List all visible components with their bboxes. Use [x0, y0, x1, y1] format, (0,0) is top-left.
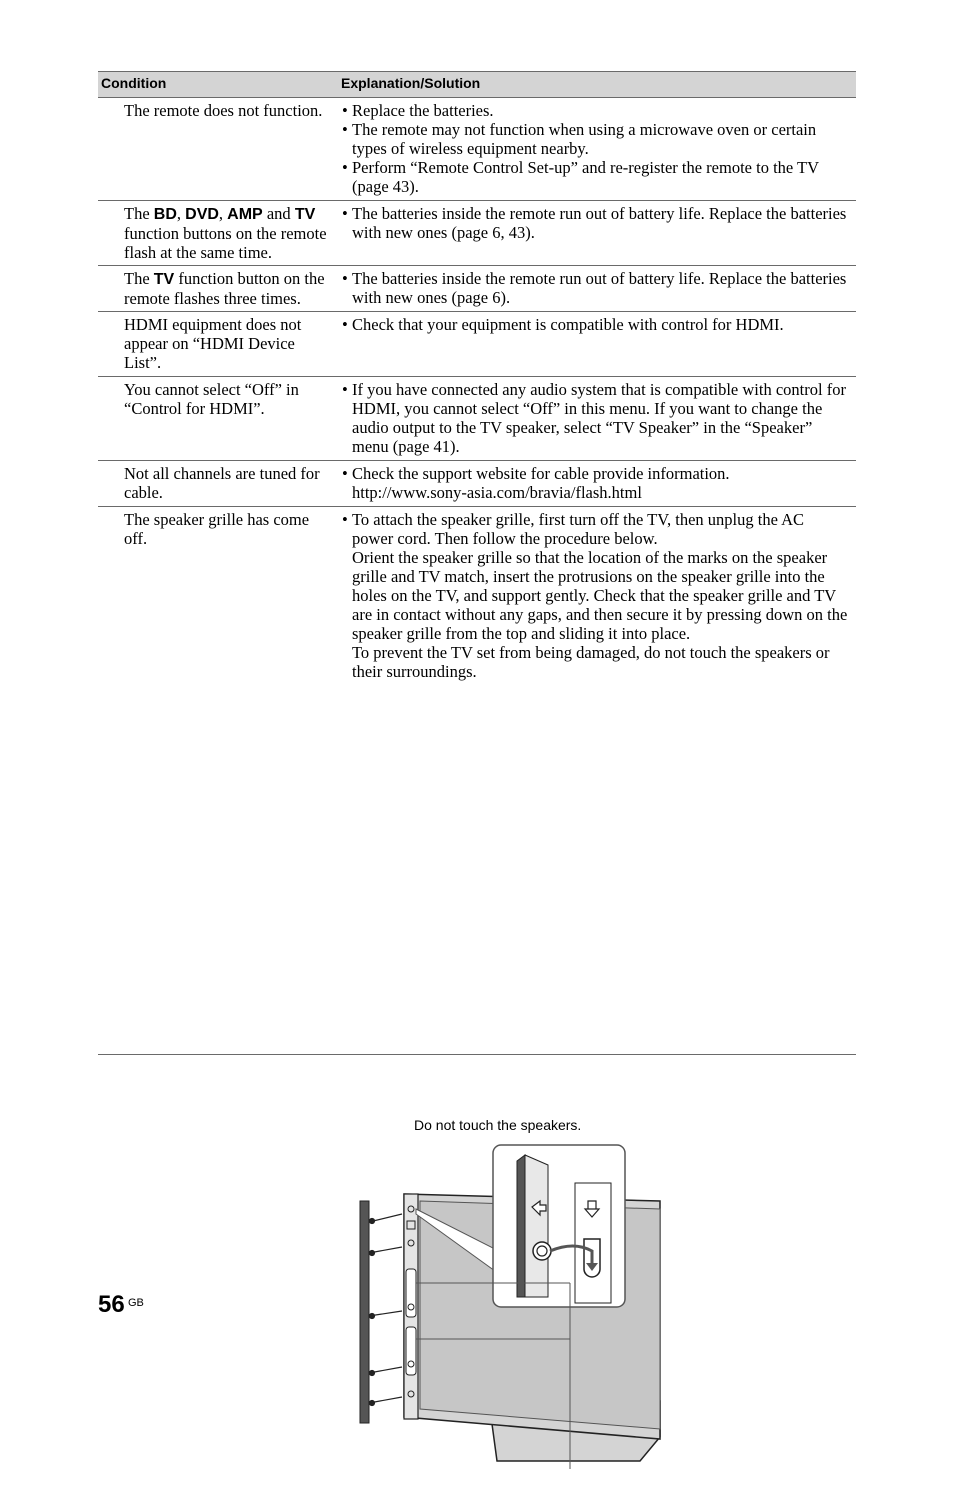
- table-row: [98, 98, 856, 201]
- solution-paragraph: Orient the speaker grille so that the location of the marks on the speaker grille and TV match, insert the protrusions on the speaker grille into the holes on the TV, and support gently. Check that the speaker grille and TV are in contact without any gaps, and then secure it by pressing down on the speaker grille from the top and sliding it into place.: [352, 548, 848, 643]
- solution-bullet: • The batteries inside the remote run out of battery life. Replace the batteries with new ones (page 6).: [342, 269, 847, 307]
- page-number: 56: [98, 1291, 125, 1318]
- inset-protrusion: [533, 1242, 551, 1260]
- solution-bullet: • If you have connected any audio system that is compatible with control for HDMI, you cannot select “Off” in this menu. If you want to change the audio output to the TV speaker, select “TV Speaker” in the “Speaker” menu (page 41).: [342, 380, 846, 456]
- table-row: [98, 507, 856, 1133]
- condition-cell: Not all channels are tuned for cable.: [124, 464, 320, 502]
- inset-grille-face: [525, 1155, 548, 1297]
- solution-bullet: • To attach the speaker grille, first turn off the TV, then unplug the AC power cord. Then follow the procedure below.: [342, 510, 805, 548]
- solution-bullet: • The batteries inside the remote run out of battery life. Replace the batteries with new ones (page 6, 43).: [342, 204, 847, 242]
- table-header: [98, 71, 856, 98]
- troubleshooting-table: [98, 71, 856, 1133]
- page-region: GB: [128, 1297, 144, 1309]
- solution-bullet: • The remote may not function when using a microwave oven or certain types of wireless equipment nearby.: [342, 120, 817, 158]
- solution-bullet: • Check the support website for cable provide information.: [342, 464, 730, 483]
- header-explanation: Explanation/Solution: [341, 75, 481, 91]
- grille-protrusions: [369, 1214, 402, 1406]
- table-row: [98, 201, 856, 266]
- table-row: [98, 312, 856, 377]
- solution-cell: [342, 204, 848, 242]
- speaker-grille-illustration: [342, 1119, 762, 1499]
- condition-cell: HDMI equipment does not appear on “HDMI Device List”.: [124, 315, 302, 372]
- solution-cell: [342, 315, 848, 334]
- speaker-grille: [360, 1201, 369, 1423]
- solution-cell: [342, 101, 848, 196]
- inset-grille-edge: [517, 1155, 525, 1297]
- table-row: [98, 461, 856, 507]
- condition-cell: The TV function button on the remote flashes three times.: [124, 269, 325, 308]
- solution-cell: [342, 464, 848, 502]
- condition-cell: The speaker grille has come off.: [124, 510, 310, 548]
- speaker-lower: [406, 1327, 416, 1375]
- condition-cell: The remote does not function.: [124, 101, 323, 120]
- solution-cell: [342, 510, 848, 681]
- support-url: http://www.sony-asia.com/bravia/flash.html: [352, 483, 642, 502]
- solution-cell: [342, 380, 848, 456]
- figure-caption: Do not touch the speakers.: [414, 1117, 582, 1133]
- solution-bullet: • Check that your equipment is compatible with control for HDMI.: [342, 315, 784, 334]
- condition-cell: You cannot select “Off” in “Control for HDMI”.: [124, 380, 299, 418]
- solution-cell: [342, 269, 848, 307]
- table-row: [98, 377, 856, 461]
- header-condition: Condition: [101, 75, 167, 91]
- table-row: [98, 266, 856, 312]
- solution-bullet: • Perform “Remote Control Set-up” and re-register the remote to the TV (page 43).: [342, 158, 819, 196]
- solution-bullet: • Replace the batteries.: [342, 101, 494, 120]
- solution-paragraph: To prevent the TV set from being damaged, do not touch the speakers or their surroundings.: [352, 643, 830, 681]
- condition-cell: The BD, DVD, AMP and TV function buttons on the remote flash at the same time.: [124, 204, 327, 262]
